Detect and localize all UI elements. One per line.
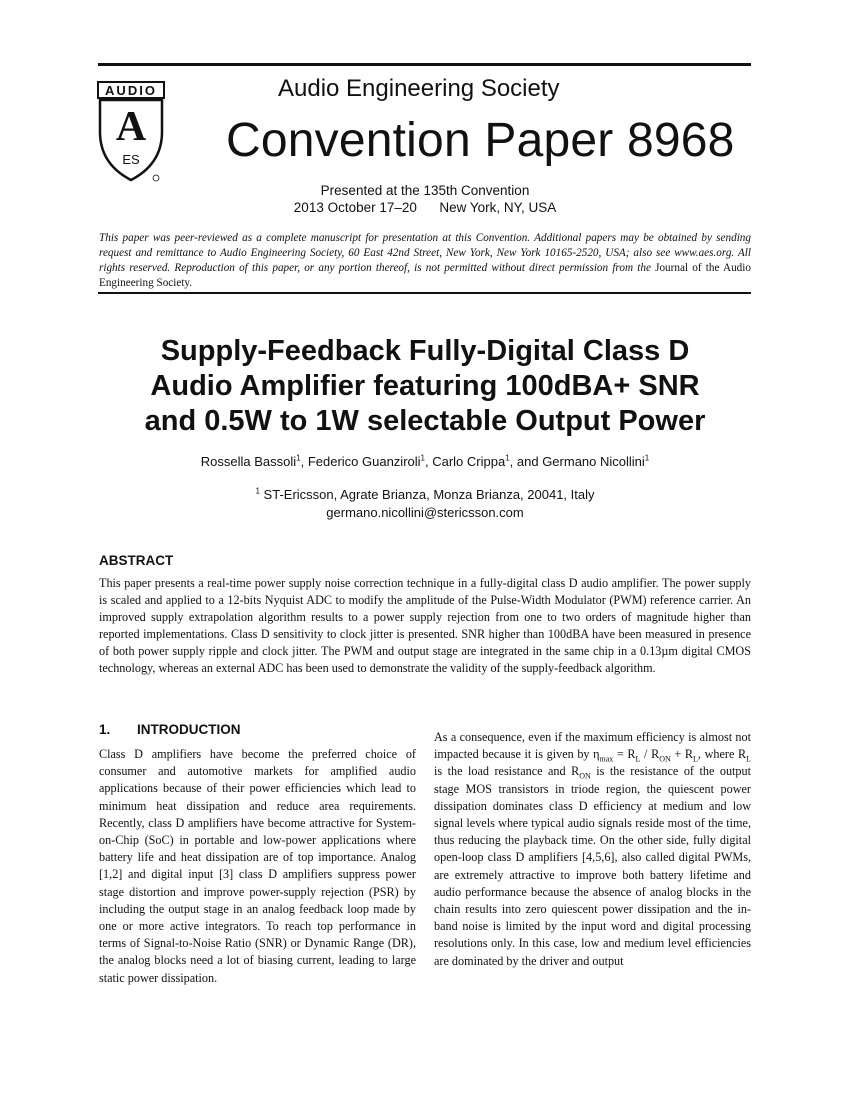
text-run: + R [670, 747, 694, 762]
section-title: INTRODUCTION [137, 722, 241, 737]
paper-title-line-1: Supply-Feedback Fully-Digital Class D [160, 335, 690, 367]
section-number: 1. [99, 722, 111, 737]
author-separator: , [300, 454, 308, 469]
intro-column-left: Class D amplifiers have become the preferred choice of consumer and automotive markets for amplified audio applications because of their power efficiencies which lead to minimum heat dissipation and reduce area requirements. Recently, class D amplifiers have become attractive for System-on-Chip (SoC) in portable and low-power applications where battery life and heat dissipation are of top importance. Analog [1,2] and digital input [3] class D amplifiers suppress power stage distortion and improve power-supply rejection (PSR) by including the output stage in an analog feedback loop made by one or more active integrators. To reach top performance in terms of Signal-to-Noise Ratio (SNR) or Dynamic Range (DR), the analog blocks need a lot of biasing current, leading to large static power dissipation. [99, 747, 416, 985]
author-affiliation-mark: 1 [644, 453, 650, 463]
text-run: is the load resistance and R [434, 764, 580, 779]
paper-title [0, 334, 850, 439]
subscript: ON [579, 771, 591, 781]
peer-review-text: This paper was peer-reviewed as a complete manuscript for presentation at this Convention. Additional papers may be obtained by sending request and remittance to Audio Engineering Society, 60 East 42nd Street, New York, New York 10165-2520, USA; also see www.aes.org. All rights reserved. Reproduction of this paper, or any portion thereof, is not permitted without direct permission from the [99, 232, 751, 274]
logo-letter: A [115, 104, 147, 150]
text-run: is the resistance of the output stage MOS transistors in triode region, the quiescent power dissipation dominates class D efficiency at medium and low signal levels where typical audio signals reside most of the time, thus reducing the playback time. On the other side, fully digital open-loop class D amplifiers [4,5,6], also called digital PWMs, are extremely attractive to improve both battery lifetime and audio performance because the absence of analog blocks in the chain results into zero quiescent power dissipation and the in-band noise is limited by the input word and digital processing resolutions only. In this case, low and medium level efficiencies are dominated by the driver and output [434, 764, 751, 968]
author-name: Federico Guanziroli [307, 454, 421, 469]
aes-logo [96, 80, 166, 185]
presented-info [0, 182, 850, 216]
affiliation-block [0, 486, 850, 522]
header-rule [98, 292, 751, 294]
author-list [0, 454, 850, 469]
affiliation-text: ST-Ericsson, Agrate Brianza, Monza Brianza, 20041, Italy [259, 487, 595, 502]
subscript: L [746, 754, 751, 764]
author-affiliation-mark: 1 [420, 453, 425, 463]
subscript: ON [659, 754, 671, 764]
peer-review-note [99, 231, 751, 291]
date-place-line: 2013 October 17–20 New York, NY, USA [293, 200, 557, 215]
author-separator: , and [509, 454, 543, 469]
convention-paper-title: Convention Paper 8968 [226, 114, 735, 167]
author-affiliation-mark: 1 [505, 453, 510, 463]
subscript: L [635, 754, 641, 764]
journal-name: Journal of the Audio Engineering Society. [99, 262, 751, 289]
presented-line: Presented at the 135th Convention [320, 183, 530, 198]
section-heading-introduction [99, 722, 241, 737]
abstract-heading: ABSTRACT [99, 553, 174, 568]
paper-title-line-3: and 0.5W to 1W selectable Output Power [144, 405, 706, 437]
logo-bottom-text: ES [122, 152, 140, 167]
author-affiliation-mark: 1 [296, 453, 301, 463]
text-run: As a consequence, even if the maximum efficiency is almost not impacted because it is given by η [434, 730, 751, 762]
paper-title-line-2: Audio Amplifier featuring 100dBA+ SNR [150, 370, 700, 402]
logo-top-text: AUDIO [105, 83, 157, 98]
intro-column-right [434, 729, 751, 970]
top-rule [98, 63, 751, 66]
abstract-text: This paper presents a real-time power supply noise correction technique in a fully-digital class D audio amplifier. The power supply is scaled and applied to a 12-bits Nyquist ADC to modify the amplitude of the Pulse-Width Modulator (PWM) reference carrier. An improved supply extrapolation algorithm results to a power supply rejection from one to two orders of magnitude higher than reported implementations. Class D sensitivity to clock jitter is presented. SNR higher than 100dBA have been measured in presence of both power supply ripple and clock jitter. The PWM and output stage are integrated in the same chip in a 0.13µm digital CMOS technology, whereas an external ADC has been used to demonstrate the validity of the supply-feedback algorithm. [99, 576, 751, 675]
text-run: = R [613, 747, 636, 762]
society-name: Audio Engineering Society [278, 75, 560, 102]
subscript: L [693, 754, 698, 764]
subscript: max [599, 754, 614, 764]
author-name: Rossella Bassoli [200, 454, 297, 469]
author-name: Carlo Crippa [432, 454, 506, 469]
author-email: germano.nicollini@stericsson.com [326, 505, 524, 520]
affiliation-mark: 1 [255, 486, 260, 496]
author-name: Germano Nicollini [542, 454, 645, 469]
text-run: / R [640, 747, 660, 762]
author-separator: , [424, 454, 433, 469]
text-run: , where R [697, 747, 747, 762]
